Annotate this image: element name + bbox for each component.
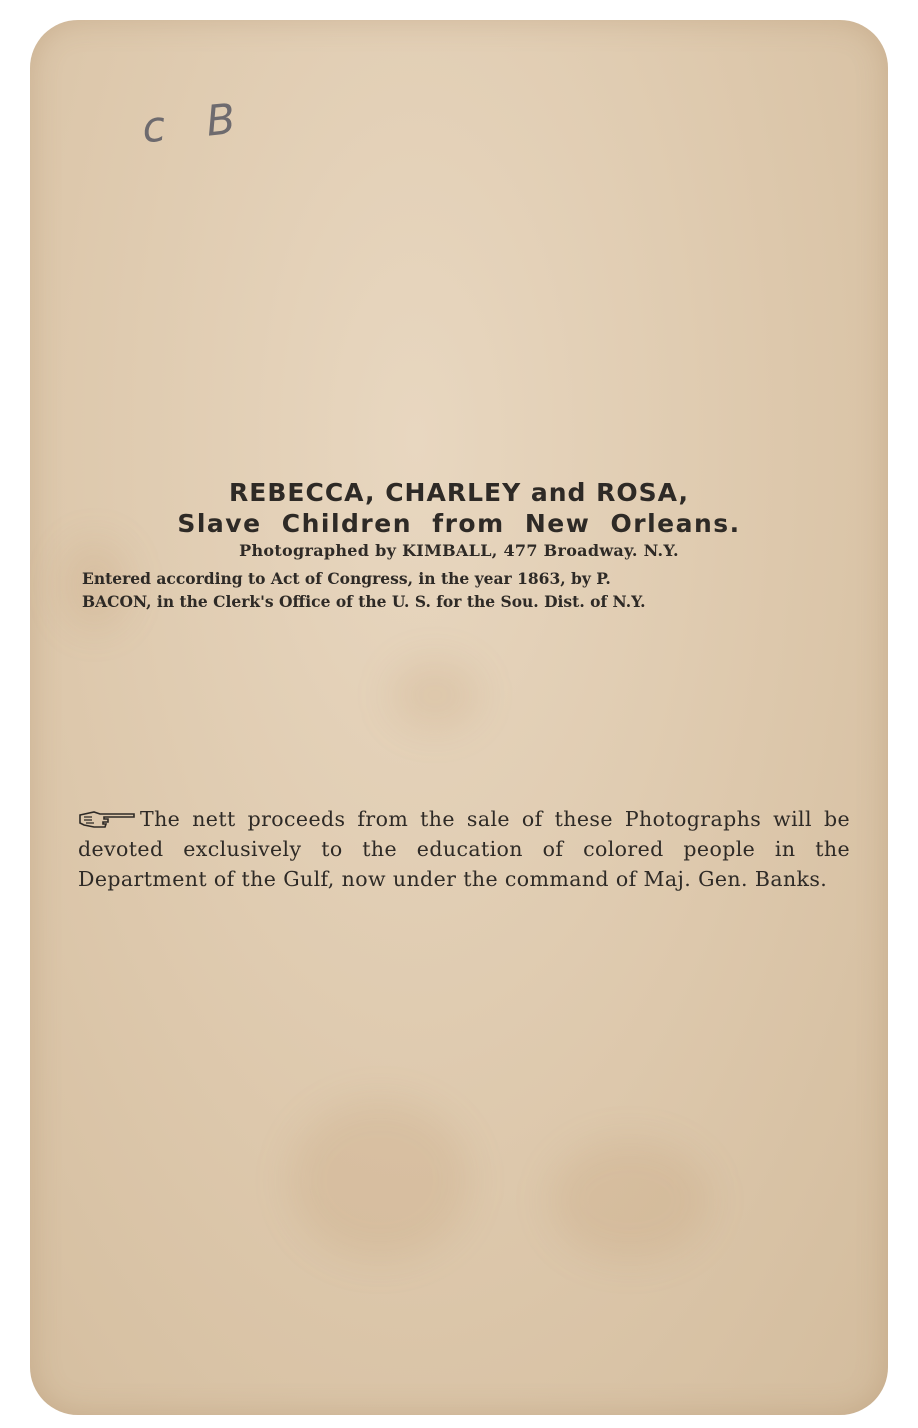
pointing-hand-icon	[78, 809, 136, 829]
handwritten-note: c B	[139, 92, 252, 153]
proceeds-notice-text: The nett proceeds from the sale of these Photographs will be devoted exclusively to the education of colored people in the Department of the Gulf, now under the command of Maj. Gen. Banks.	[78, 807, 850, 891]
caption-title-subtitle: Slave Children from New Orleans.	[177, 509, 741, 538]
carte-de-visite-back	[30, 20, 888, 1415]
copyright-line-2: BACON, in the Clerk's Office of the U. S. for the Sou. Dist. of N.Y.	[82, 592, 646, 611]
foxing-stain	[390, 660, 480, 730]
foxing-stain	[290, 1100, 470, 1260]
foxing-stain	[550, 1140, 710, 1260]
copyright-line-1: Entered according to Act of Congress, in the year 1863, by P.	[82, 569, 611, 588]
photographer-credit: Photographed by KIMBALL, 477 Broadway. N.Y.	[239, 541, 679, 560]
proceeds-notice	[78, 804, 850, 894]
caption-title-names: REBECCA, CHARLEY and ROSA,	[229, 478, 689, 507]
